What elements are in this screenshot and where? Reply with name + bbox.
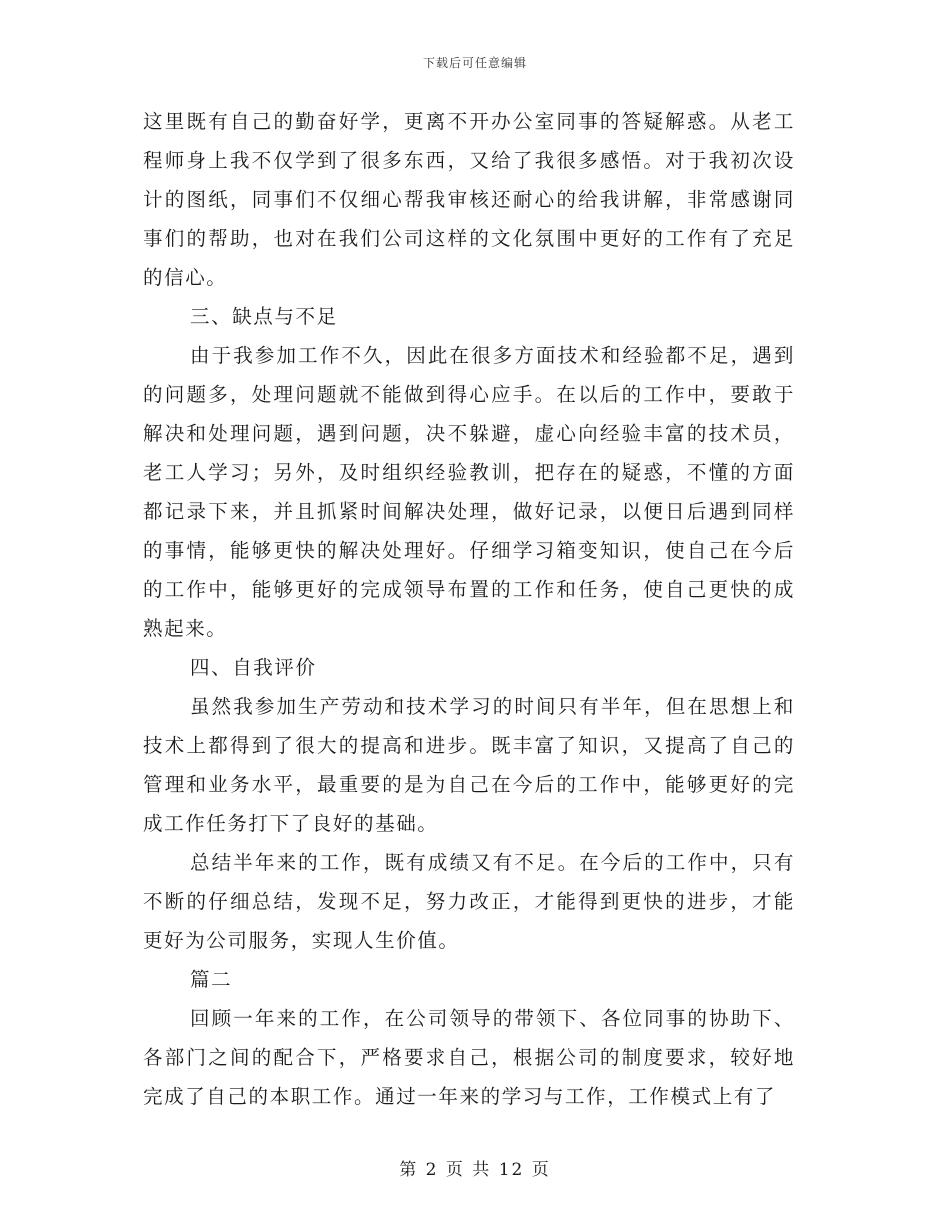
body-paragraph: 由于我参加工作不久，因此在很多方面技术和经验都不足，遇到的问题多，处理问题就不能做到得心应手。在以后的工作中，要敢于解决和处理问题，遇到问题，决不躲避，虚心向经验丰富的技术员，老工人学习；另外，及时组织经验教训，把存在的疑惑，不懂的方面都记录下来，并且抓紧时间解决处理，做好记录，以便日后遇到同样的事情，能够更快的解决处理好。仔细学习箱变知识，使自己在今后的工作中，能够更好的完成领导布置的工作和任务，使自己更快的成熟起来。 [143,344,795,640]
document-body [143,102,795,1116]
body-paragraph: 虽然我参加生产劳动和技术学习的时间只有半年，但在思想上和技术上都得到了很大的提高和进步。既丰富了知识，又提高了自己的管理和业务水平，最重要的是为自己在今后的工作中，能够更好的完成工作任务打下了良好的基础。 [143,695,795,835]
section-heading-self-evaluation: 四、自我评价 [190,656,317,679]
section-heading-shortcomings: 三、缺点与不足 [190,305,338,328]
page-number-footer: 第 2 页 共 12 页 [399,1160,551,1180]
section-heading-part-two: 篇二 [190,968,233,991]
body-paragraph: 这里既有自己的勤奋好学，更离不开办公室同事的答疑解惑。从老工程师身上我不仅学到了很多东西，又给了我很多感悟。对于我初次设计的图纸，同事们不仅细心帮我审核还耐心的给我讲解，非常感谢同事们的帮助，也对在我们公司这样的文化氛围中更好的工作有了充足的信心。 [143,110,795,289]
page-header: 下载后可任意编辑 [422,56,527,70]
body-paragraph: 回顾一年来的工作，在公司领导的带领下、各位同事的协助下、各部门之间的配合下，严格要求自己，根据公司的制度要求，较好地完成了自己的本职工作。通过一年来的学习与工作，工作模式上有了 [143,1007,795,1108]
body-paragraph: 总结半年来的工作，既有成绩又有不足。在今后的工作中，只有不断的仔细总结，发现不足，努力改正，才能得到更快的进步，才能更好为公司服务，实现人生价值。 [143,851,795,952]
